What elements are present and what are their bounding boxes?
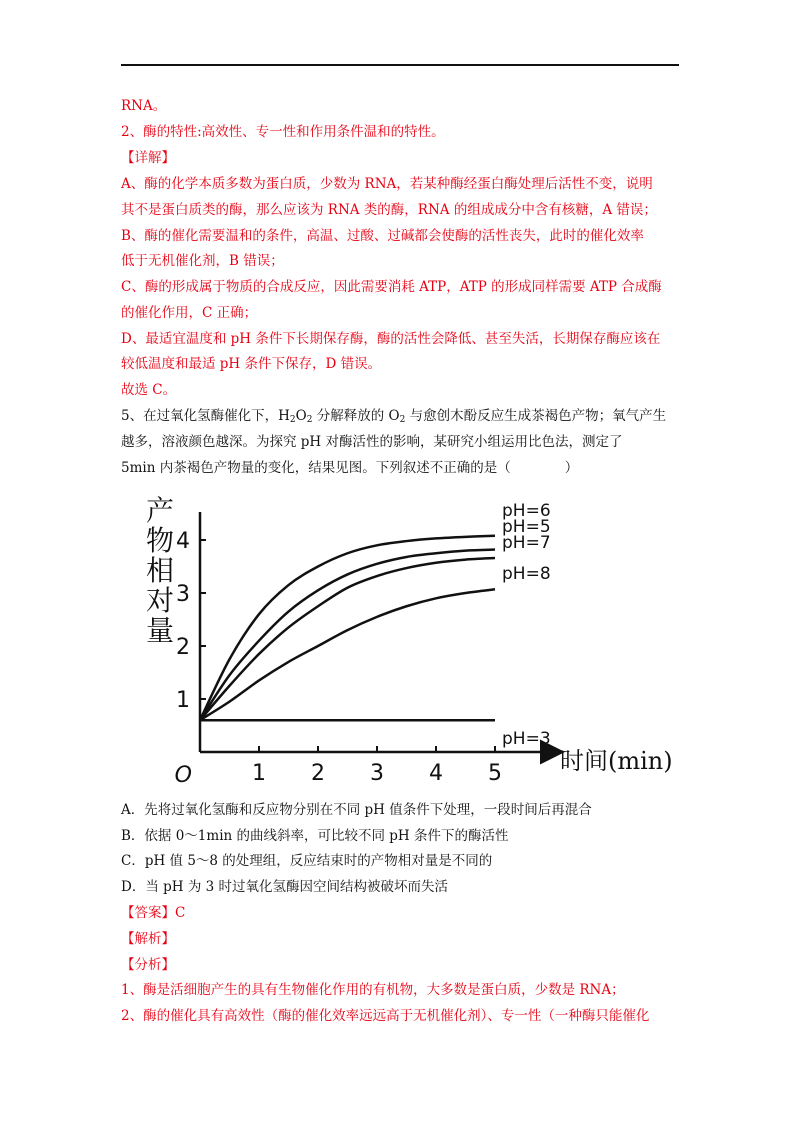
question-stem-line: 5min 内茶褐色产物量的变化，结果见图。下列叙述不正确的是（ ） — [121, 460, 579, 476]
y-tick-label: 2 — [176, 635, 190, 660]
series-label: pH=8 — [502, 564, 551, 584]
option-a: A．先将过氧化氢酶和反应物分别在不同 pH 值条件下处理，一段时间后再混合 — [121, 802, 592, 818]
section-heading-detail: 【详解】 — [121, 150, 175, 166]
text-line: 2、酶的特性:高效性、专一性和作用条件温和的特性。 — [121, 124, 445, 140]
y-tick-label: 4 — [176, 529, 190, 554]
answer-line: 【答案】C — [121, 905, 186, 921]
q-part: 分解释放的 O — [312, 408, 400, 424]
x-tick-label: 3 — [370, 761, 384, 786]
series-label: pH=3 — [502, 729, 551, 749]
q-part: 与愈创木酚反应生成茶褐色产物；氧气产生 — [405, 408, 667, 424]
option-c: C．pH 值 5～8 的处理组，反应结束时的产物相对量是不同的 — [121, 853, 493, 869]
x-tick-label: 1 — [252, 761, 266, 786]
option-b: B．依据 0～1min 的曲线斜率，可比较不同 pH 条件下的酶活性 — [121, 828, 509, 844]
subscript: 2 — [306, 415, 313, 425]
series-line — [200, 589, 495, 720]
x-axis-label: 时间(min) — [560, 747, 673, 775]
y-tick-label: 3 — [176, 582, 190, 607]
y-axis-label-char: 量 — [145, 614, 175, 647]
text-line: 1、酶是活细胞产生的具有生物催化作用的有机物，大多数是蛋白质，少数是 RNA； — [121, 982, 625, 998]
text-line: D、最适宜温度和 pH 条件下长期保存酶，酶的活性会降低、甚至失活，长期保存酶应该在 — [121, 331, 661, 347]
y-axis-label-char: 相 — [145, 554, 175, 587]
series-label: pH=6 — [502, 501, 551, 521]
text-line: 故选 C。 — [121, 382, 177, 398]
x-tick-label: 4 — [429, 761, 443, 786]
series-label: pH=5 — [502, 517, 551, 537]
text-line: 2、酶的催化具有高效性（酶的催化效率远远高于无机催化剂）、专一性（一种酶只能催化 — [121, 1008, 650, 1024]
y-tick-label: 1 — [176, 688, 190, 713]
chart-labels — [146, 494, 673, 788]
x-tick-label: 5 — [488, 761, 502, 786]
y-axis-label-char: 物 — [145, 524, 175, 557]
analysis-heading: 【解析】 — [121, 931, 175, 947]
chart-series — [200, 536, 495, 720]
text-line: 其不是蛋白质类的酶，那么应该为 RNA 类的酶，RNA 的组成成分中含有核糖，A 错误； — [121, 202, 657, 218]
option-d: D．当 pH 为 3 时过氧化氢酶因空间结构被破坏而失活 — [121, 879, 448, 895]
text-line: RNA。 — [121, 98, 167, 114]
origin-label: O — [174, 763, 192, 788]
text-line: 的催化作用，C 正确； — [121, 305, 258, 321]
ph-product-chart — [140, 492, 680, 792]
series-label: pH=7 — [502, 533, 551, 553]
q-part: O — [295, 408, 307, 424]
subscript: 2 — [399, 415, 406, 425]
question-stem-line: 越多，溶液颜色越深。为探究 pH 对酶活性的影响，某研究小组运用比色法，测定了 — [121, 434, 623, 450]
question-stem-line — [121, 407, 666, 429]
y-axis-label-char: 对 — [145, 584, 175, 617]
text-line: B、酶的催化需要温和的条件，高温、过酸、过碱都会使酶的活性丧失，此时的催化效率 — [121, 228, 644, 244]
text-line: C、酶的形成属于物质的合成反应，因此需要消耗 ATP，ATP 的形成同样需要 ATP 合成酶 — [121, 279, 662, 295]
subscript: 2 — [289, 415, 296, 425]
y-axis-label-char: 产 — [145, 494, 175, 527]
x-tick-label: 2 — [311, 761, 325, 786]
text-line: 较低温度和最适 pH 条件下保存，D 错误。 — [121, 356, 382, 372]
q-part: 5、在过氧化氢酶催化下，H — [121, 408, 290, 424]
text-line: A、酶的化学本质多数为蛋白质，少数为 RNA，若某种酶经蛋白酶处理后活性不变，说明 — [121, 176, 653, 192]
breakdown-heading: 【分析】 — [121, 957, 175, 973]
header-rule — [121, 64, 679, 66]
series-line — [200, 558, 495, 720]
text-line: 低于无机催化剂，B 错误； — [121, 253, 284, 269]
